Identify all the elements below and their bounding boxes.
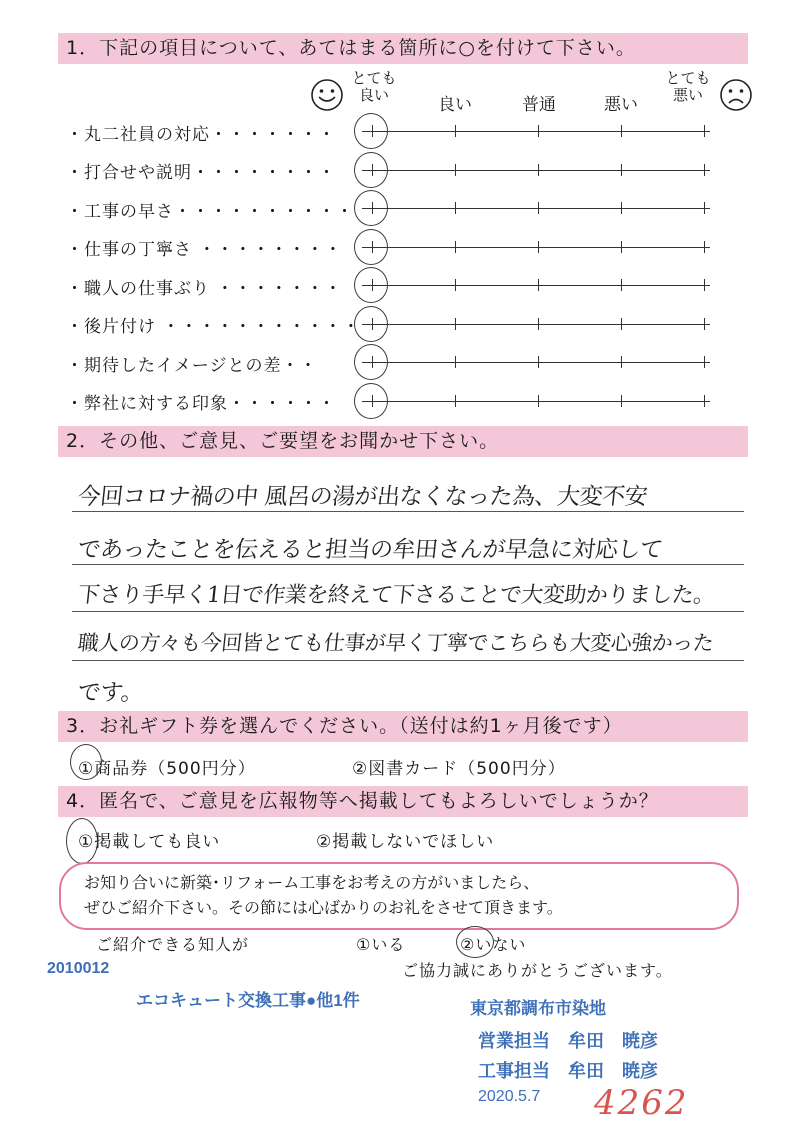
rating-scale-tick[interactable] — [455, 164, 456, 176]
stamp-location: 東京都調布市染地 — [470, 999, 606, 1018]
publish-option-2[interactable]: ②掲載しないでほしい — [316, 832, 495, 852]
rating-scale-tick[interactable] — [621, 395, 622, 407]
rating-item-label: ・弊社に対する印象・・・・・・ — [66, 394, 336, 414]
handwritten-comment-line: 職人の方々も今回皆とても仕事が早く丁寧でこちらも大変心強かった — [76, 631, 715, 655]
rating-scale-tick[interactable] — [704, 395, 705, 407]
rating-scale-tick[interactable] — [704, 164, 705, 176]
rating-selection-circle — [354, 344, 388, 380]
rating-selection-circle — [354, 306, 388, 342]
rating-selection-circle — [354, 383, 388, 419]
rating-selection-circle — [354, 152, 388, 188]
rating-scale-line — [362, 247, 710, 248]
writing-rule — [72, 660, 744, 661]
scale-normal: 普通 — [522, 95, 556, 115]
handwritten-comment-line: 今回コロナ禍の中 風呂の湯が出なくなった為、大変不安 — [76, 484, 649, 510]
rating-scale-tick[interactable] — [538, 202, 539, 214]
rating-item-label: ・丸二社員の対応・・・・・・・ — [66, 125, 336, 145]
rating-scale-tick[interactable] — [538, 164, 539, 176]
scale-bad: 悪い — [604, 95, 638, 115]
rating-scale-tick[interactable] — [621, 318, 622, 330]
sad-face-icon — [719, 78, 753, 112]
scale-good: 良い — [438, 95, 472, 115]
scale-very-good — [350, 70, 398, 104]
rating-scale-tick[interactable] — [455, 356, 456, 368]
handwritten-comment-line: 下さり手早く1日で作業を終えて下さることで大変助かりました。 — [76, 583, 717, 608]
rating-scale-tick[interactable] — [621, 202, 622, 214]
rating-selection-circle — [354, 267, 388, 303]
stamp-construction-rep: 工事担当 牟田 暁彦 — [478, 1061, 658, 1081]
writing-rule — [72, 511, 744, 512]
scale-very-bad-line1: とても — [665, 69, 711, 87]
rating-scale-line — [362, 208, 710, 209]
rating-scale-tick[interactable] — [538, 318, 539, 330]
rating-item-label: ・職人の仕事ぶり ・・・・・・・ — [66, 279, 343, 299]
section3-title: 3．お礼ギフト券を選んでください。（送付は約1ヶ月後です） — [66, 715, 623, 737]
handwritten-comment-line: であったことを伝えると担当の牟田さんが早急に対応して — [76, 537, 664, 563]
rating-selection-circle — [354, 229, 388, 265]
referral-no-option[interactable]: ②いない — [460, 935, 527, 954]
handwritten-comment-line: です。 — [76, 680, 145, 706]
referral-question: ご紹介できる知人が — [96, 935, 250, 954]
rating-item-label: ・後片付け ・・・・・・・・・・・ — [66, 317, 361, 337]
selection-circle — [456, 926, 494, 958]
rating-scale-line — [362, 401, 710, 402]
rating-scale-tick[interactable] — [538, 241, 539, 253]
scale-very-good-line2: 良い — [358, 86, 389, 104]
scale-very-bad-line2: 悪い — [672, 86, 703, 104]
rating-scale-tick[interactable] — [538, 395, 539, 407]
rating-scale-line — [362, 324, 710, 325]
scale-very-good-line1: とても — [351, 69, 397, 87]
rating-scale-tick[interactable] — [704, 202, 705, 214]
writing-rule — [72, 611, 744, 612]
rating-scale-tick[interactable] — [704, 125, 705, 137]
referral-line-2: ぜひご紹介下さい。その節には心ばかりのお礼をさせて頂きます。 — [84, 898, 563, 917]
rating-scale-tick[interactable] — [455, 318, 456, 330]
rating-item-label: ・期待したイメージとの差・・ — [66, 356, 318, 376]
rating-item-label: ・打合せや説明・・・・・・・・ — [66, 163, 336, 183]
stamp-work: エコキュート交換工事●他1件 — [136, 991, 360, 1010]
rating-scale-line — [362, 362, 710, 363]
rating-scale-tick[interactable] — [538, 125, 539, 137]
rating-scale-tick[interactable] — [704, 318, 705, 330]
publish-option-1[interactable]: ①掲載しても良い — [78, 832, 221, 852]
stamp-sales-rep: 営業担当 牟田 暁彦 — [478, 1031, 658, 1051]
rating-scale-tick[interactable] — [455, 279, 456, 291]
stamp-date: 2020.5.7 — [478, 1088, 541, 1105]
smile-face-icon — [310, 78, 344, 112]
rating-scale-tick[interactable] — [621, 279, 622, 291]
rating-selection-circle — [354, 113, 388, 149]
rating-scale-tick[interactable] — [704, 279, 705, 291]
section2-title: 2．その他、ご意見、ご要望をお聞かせ下さい。 — [66, 430, 500, 452]
rating-scale-tick[interactable] — [704, 356, 705, 368]
gift-option-1[interactable]: ①商品券（500円分） — [78, 759, 256, 779]
writing-rule — [72, 564, 744, 565]
rating-item-label: ・工事の早さ・・・・・・・・・・ — [66, 202, 354, 222]
stamp-code: 2010012 — [47, 960, 110, 977]
rating-item-label: ・仕事の丁寧さ ・・・・・・・・ — [66, 240, 343, 260]
rating-scale-tick[interactable] — [538, 279, 539, 291]
rating-scale-line — [362, 131, 710, 132]
rating-scale-tick[interactable] — [455, 241, 456, 253]
rating-scale-tick[interactable] — [621, 356, 622, 368]
referral-line-1: お知り合いに新築･リフォーム工事をお考えの方がいましたら、 — [84, 873, 540, 892]
selection-circle — [70, 744, 102, 780]
rating-scale-tick[interactable] — [621, 125, 622, 137]
gift-option-2[interactable]: ②図書カード（500円分） — [352, 759, 566, 779]
referral-yes-option[interactable]: ①いる — [356, 935, 406, 954]
rating-scale-tick[interactable] — [455, 202, 456, 214]
rating-scale-tick[interactable] — [455, 125, 456, 137]
rating-scale-tick[interactable] — [621, 241, 622, 253]
rating-scale-line — [362, 285, 710, 286]
rating-scale-tick[interactable] — [455, 395, 456, 407]
section4-title: 4．匿名で、ご意見を広報物等へ掲載してもよろしいでしょうか？ — [66, 790, 659, 812]
thanks-text: ご協力誠にありがとうございます。 — [402, 961, 673, 980]
rating-selection-circle — [354, 190, 388, 226]
selection-circle — [66, 818, 98, 864]
rating-scale-tick[interactable] — [538, 356, 539, 368]
scale-very-bad — [664, 70, 712, 104]
rating-scale-tick[interactable] — [704, 241, 705, 253]
section1-title: 1．下記の項目について、あてはまる箇所に○を付けて下さい。 — [66, 37, 636, 59]
rating-scale-tick[interactable] — [621, 164, 622, 176]
handwritten-number: 4262 — [594, 1083, 689, 1123]
rating-scale-line — [362, 170, 710, 171]
